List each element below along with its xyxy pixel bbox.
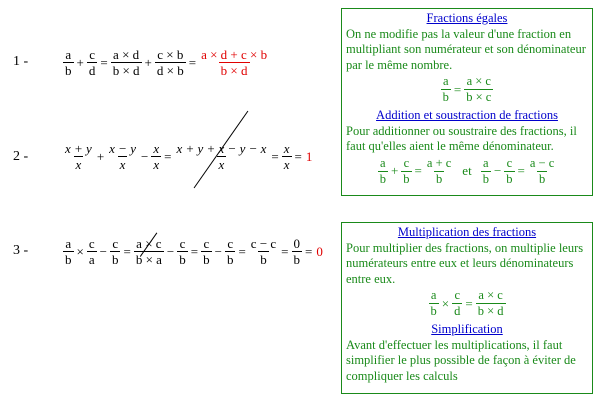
cancelled-fraction bbox=[174, 142, 268, 171]
operator: + bbox=[144, 54, 152, 70]
heading-fractions-egales: Fractions égales bbox=[426, 11, 508, 25]
formula-den: b × c bbox=[466, 90, 492, 104]
fraction bbox=[87, 237, 97, 266]
operator: = bbox=[123, 243, 131, 259]
operator: = bbox=[294, 148, 302, 164]
fraction bbox=[151, 142, 161, 171]
fraction-denominator: b bbox=[111, 252, 119, 267]
operator: × bbox=[76, 243, 84, 259]
operator: + bbox=[96, 148, 105, 164]
rules-box-addition bbox=[341, 8, 593, 196]
text-addition-soustraction: Pour additionner ou soustraire des fractions, il faut qu'elles aient le même dénominateur. bbox=[346, 123, 577, 153]
operator: − bbox=[99, 243, 107, 259]
formula-num: a + c bbox=[426, 155, 452, 170]
formula-op: × bbox=[441, 295, 450, 311]
operator: = bbox=[164, 148, 172, 164]
result-value: 0 bbox=[316, 243, 323, 259]
fraction-numerator: a × c bbox=[136, 236, 162, 251]
formula-den: b bbox=[403, 171, 410, 186]
fraction-denominator: b bbox=[260, 252, 267, 267]
operator: = bbox=[238, 243, 246, 259]
equation-row-1 bbox=[62, 48, 270, 77]
formula-num: c bbox=[454, 288, 460, 302]
fraction-denominator: x bbox=[119, 157, 126, 172]
result-value: 1 bbox=[305, 148, 313, 164]
fraction bbox=[87, 48, 98, 77]
fraction-numerator: 0 bbox=[293, 236, 301, 251]
fraction-numerator: c − c bbox=[250, 236, 277, 251]
operator: − bbox=[166, 243, 175, 259]
text-fractions-egales: On ne modifie pas la valeur d'une fraction en multipliant son numérateur et son dénominateur par le même nombre. bbox=[346, 26, 586, 72]
formula-den: b bbox=[482, 171, 489, 186]
formula-connector: et bbox=[462, 163, 472, 179]
fraction-denominator: x bbox=[75, 157, 82, 172]
fraction-denominator: b bbox=[179, 252, 186, 267]
fraction-numerator: x − y bbox=[109, 141, 136, 156]
heading-simplification: Simplification bbox=[431, 322, 503, 336]
operator: = bbox=[281, 243, 289, 259]
rules-box-multiplication bbox=[341, 222, 593, 394]
fraction-numerator: c × b bbox=[157, 47, 184, 62]
formula-num: a bbox=[442, 74, 449, 88]
fraction bbox=[63, 142, 94, 171]
formula-op: − bbox=[493, 163, 502, 179]
formula-op: = bbox=[465, 295, 473, 311]
fraction-denominator: x bbox=[153, 157, 160, 172]
text-multiplication: Pour multiplier des fractions, on multiplie leurs numérateurs entre eux et leurs dénominateurs entre eux. bbox=[346, 240, 584, 286]
fraction-numerator: x + y + x − y − x bbox=[176, 141, 267, 156]
fraction-numerator: c bbox=[89, 47, 95, 62]
fraction-denominator: a bbox=[88, 252, 95, 267]
fraction bbox=[107, 142, 138, 171]
formula-op: = bbox=[517, 163, 525, 179]
formula-num: a × c bbox=[478, 288, 503, 302]
formula-num: a bbox=[483, 155, 489, 170]
fraction-denominator: b bbox=[65, 252, 72, 267]
formula-den: b bbox=[538, 171, 546, 186]
fraction-numerator: a bbox=[65, 236, 72, 251]
text-simplification: Avant d'effectuer les multiplications, il faut simplifier le plus possible de façon à éviter de compliquer les calculs bbox=[346, 337, 576, 383]
fraction-denominator: b bbox=[226, 252, 234, 267]
fraction bbox=[225, 237, 236, 266]
fraction bbox=[177, 237, 188, 266]
formula-den: b bbox=[442, 90, 449, 104]
formula-den: d bbox=[454, 304, 461, 318]
fraction-denominator: b bbox=[293, 252, 301, 267]
formula-fractions-egales bbox=[346, 75, 588, 104]
fraction bbox=[111, 48, 142, 77]
fraction-numerator: x bbox=[283, 141, 290, 156]
equation-row-2 bbox=[62, 142, 314, 171]
formula-num: a bbox=[380, 155, 386, 170]
fraction-denominator: x bbox=[218, 157, 225, 172]
formula-den: b bbox=[435, 171, 443, 186]
row-1-number: 1 - bbox=[13, 54, 29, 69]
fraction bbox=[201, 237, 212, 266]
formula-op: = bbox=[414, 163, 422, 179]
fraction-numerator: x + y bbox=[65, 141, 92, 156]
formula-num: c bbox=[403, 155, 410, 170]
fraction-denominator: b × d bbox=[220, 63, 248, 78]
row-2-number: 2 - bbox=[13, 149, 29, 164]
fraction-denominator: b × d bbox=[112, 63, 140, 78]
formula-multiplication bbox=[346, 289, 588, 318]
formula-den: b bbox=[506, 171, 513, 186]
fraction-numerator: c bbox=[179, 236, 186, 251]
fraction-numerator: c bbox=[227, 236, 234, 251]
fraction bbox=[63, 48, 74, 77]
operator: + bbox=[76, 54, 84, 70]
fraction-denominator: d bbox=[88, 63, 96, 78]
fraction-numerator: a × d bbox=[113, 47, 140, 62]
cancelled-fraction bbox=[134, 237, 164, 266]
fraction-numerator: a × d + c × b bbox=[201, 47, 268, 62]
row-3-number: 3 - bbox=[13, 243, 29, 258]
fraction-denominator: b × a bbox=[135, 252, 162, 267]
fraction-denominator: x bbox=[283, 157, 290, 172]
fraction bbox=[155, 48, 186, 77]
formula-den: b bbox=[430, 304, 437, 318]
formula-num: a × c bbox=[466, 74, 491, 88]
formula-op: = bbox=[453, 81, 462, 97]
result-fraction bbox=[199, 48, 269, 77]
fraction-numerator: a bbox=[65, 47, 72, 62]
formula-num: c bbox=[506, 155, 513, 170]
fraction-denominator: b bbox=[65, 63, 72, 78]
operator: = bbox=[100, 54, 108, 70]
fraction-denominator: b bbox=[203, 252, 210, 267]
fraction-numerator: c bbox=[112, 236, 119, 251]
operator: = bbox=[188, 54, 197, 70]
heading-multiplication: Multiplication des fractions bbox=[397, 225, 537, 239]
formula-num: a bbox=[430, 288, 437, 302]
heading-addition-soustraction: Addition et soustraction de fractions bbox=[376, 108, 558, 122]
fraction bbox=[63, 237, 74, 266]
formula-addition-soustraction bbox=[346, 157, 588, 186]
fraction-denominator: d × b bbox=[156, 63, 184, 78]
operator: = bbox=[271, 148, 279, 164]
fraction-numerator: c bbox=[203, 236, 210, 251]
fraction-numerator: x bbox=[153, 141, 160, 156]
fraction-numerator: c bbox=[88, 236, 95, 251]
fraction bbox=[282, 142, 292, 171]
operator: − bbox=[140, 148, 149, 164]
formula-op: + bbox=[390, 163, 399, 179]
fraction bbox=[110, 237, 121, 266]
operator: = bbox=[190, 243, 199, 259]
formula-den: b bbox=[379, 171, 386, 186]
fraction bbox=[292, 237, 303, 266]
equation-row-3 bbox=[62, 237, 325, 266]
formula-num: a − c bbox=[529, 155, 555, 170]
operator: − bbox=[214, 243, 222, 259]
formula-den: b × d bbox=[477, 304, 504, 318]
operator: = bbox=[305, 243, 313, 259]
fraction bbox=[249, 237, 278, 266]
